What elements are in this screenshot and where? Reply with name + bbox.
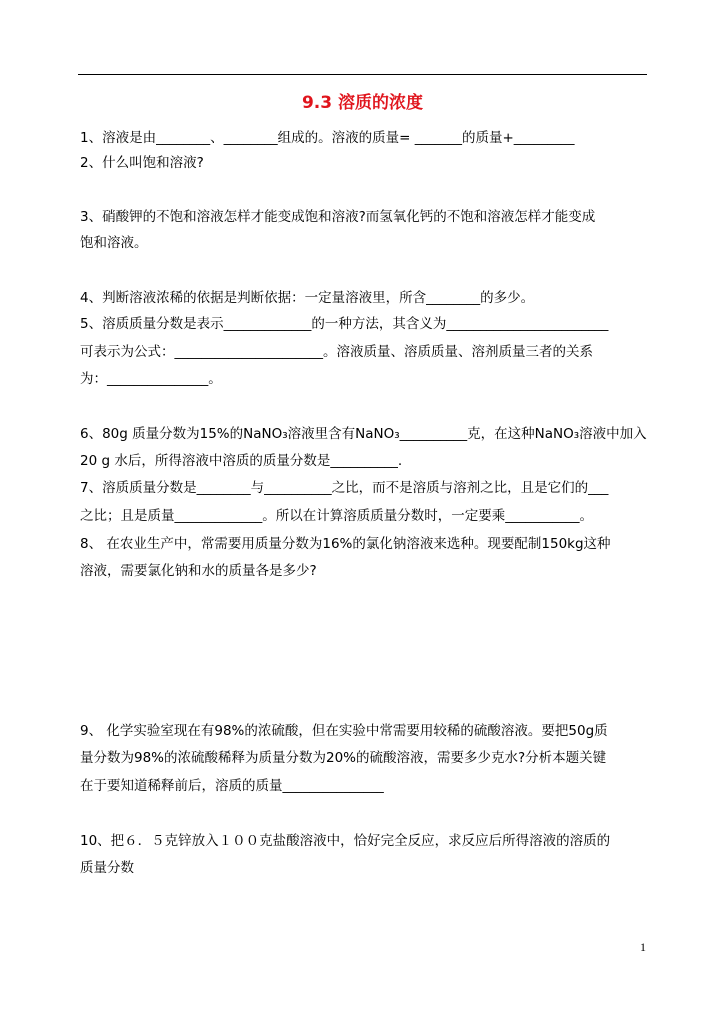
question-10-line-1: 10、把６．５克锌放入１００克盐酸溶液中，恰好完全反应，求反应后所得溶液的溶质的	[80, 833, 611, 849]
page-number: 1	[640, 940, 646, 954]
question-5-line-1: 5、溶质质量分数是表示_____________的一种方法，其含义为________________________	[80, 316, 609, 332]
question-6-line-1: 6、80g 质量分数为15%的NaNO₃溶液里含有NaNO₃__________克，在这种NaNO₃溶液中加入	[80, 426, 647, 442]
question-3-line-2: 饱和溶液。	[80, 235, 148, 251]
question-8-line-1: 8、 在农业生产中，常需要用质量分数为16%的氯化钠溶液来选种。现要配制150kg这种	[80, 536, 611, 552]
question-8-line-2: 溶液，需要氯化钠和水的质量各是多少?	[80, 563, 317, 579]
question-5-line-3: 为：_______________。	[80, 371, 222, 387]
question-2: 2、什么叫饱和溶液?	[80, 155, 204, 171]
question-7-line-2: 之比；且是质量_____________。所以在计算溶质质量分数时，一定要乘___________。	[80, 508, 593, 524]
header-rule	[78, 74, 647, 75]
question-9-line-2: 量分数为98%的浓硫酸稀释为质量分数为20%的硫酸溶液，需要多少克水?分析本题关键	[80, 750, 607, 766]
question-7-line-1: 7、溶质质量分数是________与__________之比，而不是溶质与溶剂之比，且是它们的___	[80, 480, 609, 496]
page-title: 9.3 溶质的浓度	[301, 93, 424, 113]
question-1: 1、溶液是由________、________组成的。溶液的质量= _______的质量+_________	[80, 130, 575, 146]
question-5-line-2: 可表示为公式：______________________。溶液质量、溶质质量、溶剂质量三者的关系	[80, 344, 593, 360]
question-10-line-2: 质量分数	[80, 860, 134, 876]
question-3-line-1: 3、硝酸钾的不饱和溶液怎样才能变成饱和溶液?而氢氧化钙的不饱和溶液怎样才能变成	[80, 209, 596, 225]
question-6-line-2: 20 g 水后，所得溶液中溶质的质量分数是__________.	[80, 453, 403, 469]
question-9-line-3: 在于要知道稀释前后，溶质的质量_______________	[80, 778, 384, 794]
question-9-line-1: 9、 化学实验室现在有98%的浓硫酸，但在实验中常需要用较稀的硫酸溶液。要把50g质	[80, 723, 608, 739]
question-4: 4、判断溶液浓稀的依据是判断依据：一定量溶液里，所含________的多少。	[80, 290, 535, 306]
